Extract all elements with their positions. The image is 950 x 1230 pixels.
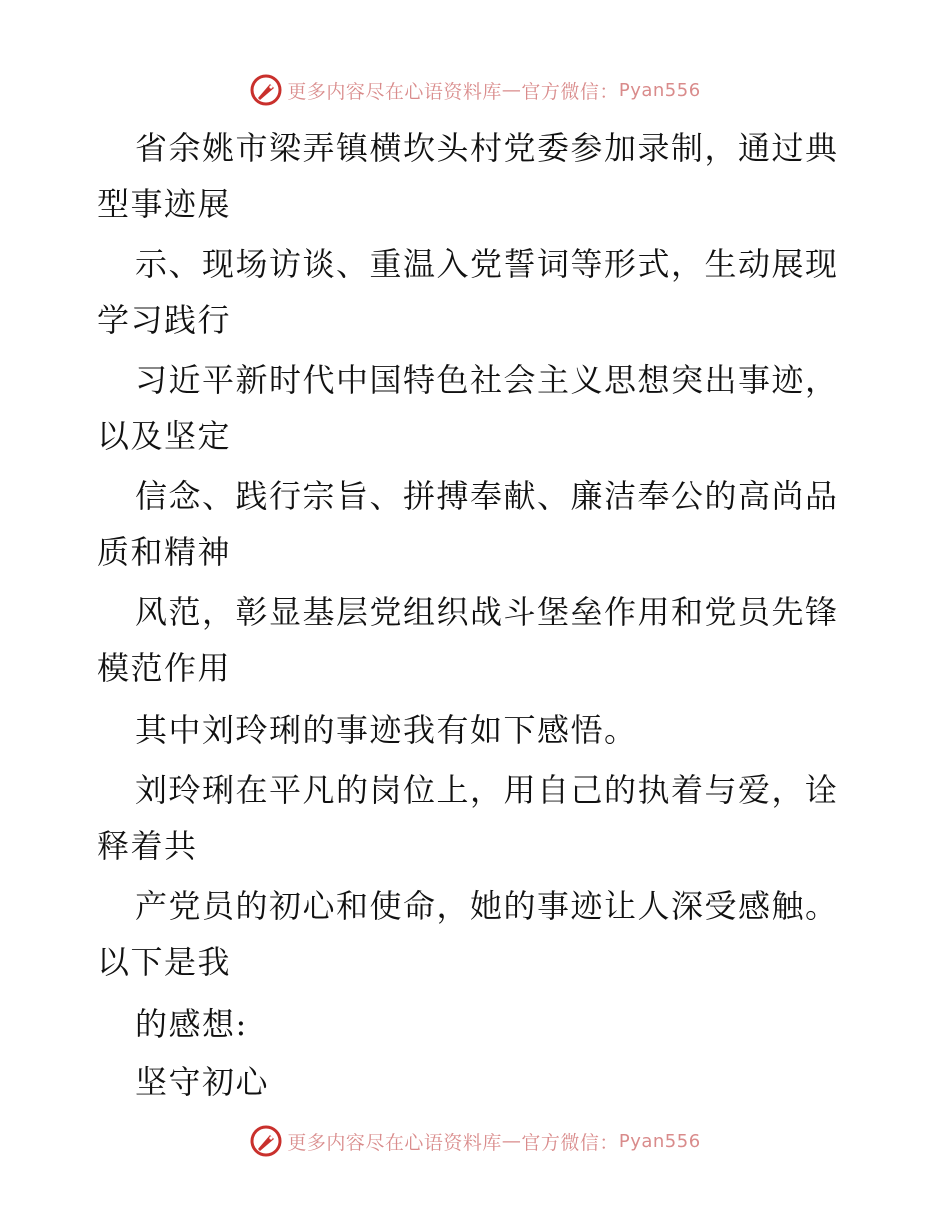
watermark-label: 官方微信： <box>521 1131 619 1154</box>
text-line: 信念、践行宗旨、拼搏奉献、廉洁奉公的高尚品 <box>135 477 839 515</box>
text-line: 坚守初心 <box>135 1063 270 1101</box>
watermark-separator: — <box>501 79 522 101</box>
text-line: 习近平新时代中国特色社会主义思想突出事迹， <box>135 361 839 399</box>
text-line: 示、现场访谈、重温入党誓词等形式，生动展现 <box>135 245 839 283</box>
watermark-text: 更多内容尽在心语资料库 <box>287 80 502 103</box>
text-line: 其中刘玲琍的事迹我有如下感悟。 <box>135 711 638 749</box>
text-line: 的感想: <box>135 1005 248 1043</box>
footer-watermark <box>0 1121 950 1161</box>
text-line: 刘玲琍在平凡的岗位上，用自己的执着与爱，诠 <box>135 771 839 809</box>
text-line: 质和精神 <box>97 533 232 571</box>
watermark-text: 更多内容尽在心语资料库 <box>287 1131 502 1154</box>
pen-nib-logo-icon <box>249 1124 283 1158</box>
header-watermark <box>0 70 950 110</box>
text-line: 型事迹展 <box>97 185 232 223</box>
watermark-separator: — <box>501 1130 522 1152</box>
text-line: 以及坚定 <box>97 417 232 455</box>
text-line: 释着共 <box>97 827 198 865</box>
watermark-label: 官方微信： <box>521 80 619 103</box>
text-line: 以下是我 <box>97 943 232 981</box>
text-line: 省余姚市梁弄镇横坎头村党委参加录制，通过典 <box>135 129 839 167</box>
watermark-wechat-id: Pyan556 <box>618 79 701 101</box>
watermark-wechat-id: Pyan556 <box>618 1130 701 1152</box>
pen-nib-logo-icon <box>249 73 283 107</box>
text-line: 学习践行 <box>97 301 232 339</box>
text-line: 产党员的初心和使命，她的事迹让人深受感触。 <box>135 887 839 925</box>
text-line: 模范作用 <box>97 649 232 687</box>
text-line: 风范，彰显基层党组织战斗堡垒作用和党员先锋 <box>135 593 839 631</box>
